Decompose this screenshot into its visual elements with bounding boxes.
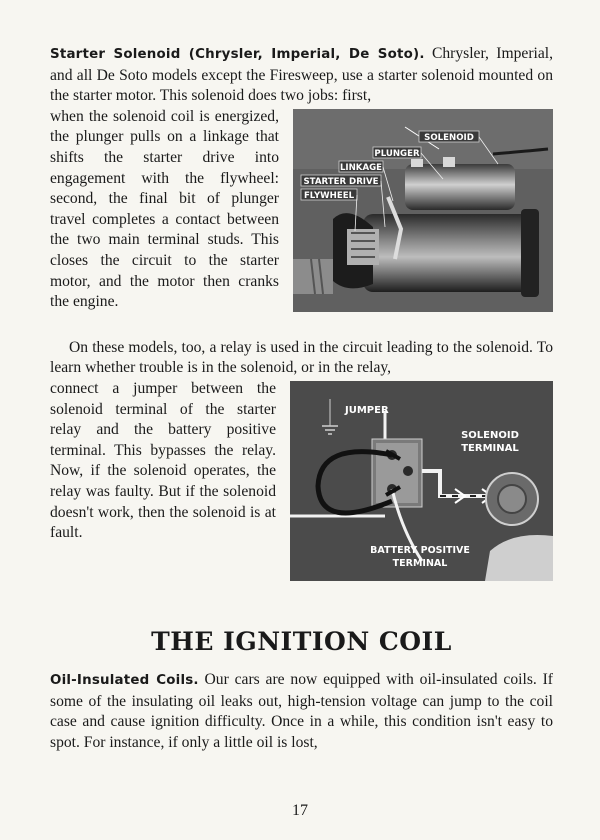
section-heading-ignition-coil: THE IGNITION COIL [151, 626, 452, 656]
paragraph-starter-solenoid-cont [50, 107, 553, 313]
label-starter-drive: STARTER DRIVE [303, 176, 379, 187]
runin-heading-starter-solenoid: Starter Solenoid (Chrysler, Imperial, De Soto). [50, 47, 425, 62]
label-linkage: LINKAGE [339, 162, 383, 173]
label-solenoid: SOLENOID [461, 429, 519, 441]
figure-starter-solenoid [293, 109, 553, 312]
label-battery-positive: BATTERY POSITIVE [370, 544, 470, 556]
page-content [50, 44, 553, 753]
runin-oil-insulated-coils: Oil-Insulated Coils. [50, 672, 199, 688]
figure-jumper-diagram [290, 381, 553, 581]
starter-solenoid-text-1: Chrysler, Imperial, and all De Soto models except the Firesweep, use a starter solenoid mounted on the starter motor. This solenoid does two jobs: first, [50, 45, 553, 105]
paragraph-oil-insulated-coils [50, 670, 553, 753]
label-flywheel: FLYWHEEL [303, 190, 355, 201]
starter-solenoid-text-2: when the solenoid coil is energized, the plunger pulls on a linkage that shifts the starter drive into engagement with the flywheel: second, the final bit of plunger travel completes a contact between the two main terminal studs. This closes the circuit to the starter motor, and the motor then cranks the engine. [50, 107, 279, 311]
label-solenoid-terminal: TERMINAL [461, 442, 519, 454]
jumper-wiring-diagram [290, 381, 553, 581]
paragraph-starter-solenoid [50, 44, 553, 107]
label-battery-terminal: TERMINAL [392, 557, 448, 569]
paragraph-relay-intro: On these models, too, a relay is used in the circuit leading to the solenoid. To learn whether trouble is in the solenoid, or in the relay, [50, 338, 553, 377]
page-number: 17 [292, 802, 308, 819]
starter-solenoid-wrap [50, 107, 553, 313]
oil-insulated-coils-text: Our cars are now equipped with oil-insulated coils. If some of the insulating oil leaks out, high-tension voltage can jump to the coil case and cause ignition difficulty. Once in a while, this condition isn't easy to spot. For instance, if only a little oil is lost, [50, 670, 554, 751]
paragraph-jumper-test [50, 379, 553, 569]
label-plunger: PLUNGER [374, 148, 420, 159]
label-jumper: JUMPER [345, 404, 389, 416]
starter-motor-illustration [293, 109, 553, 312]
jumper-test-text: connect a jumper between the solenoid terminal of the starter relay and the battery positive terminal. This bypasses the relay. Now, if the solenoid operates, the relay was faulty. But if the solenoid doesn't work, then the solenoid is at fault. [50, 379, 276, 542]
label-solenoid: SOLENOID [424, 132, 474, 143]
